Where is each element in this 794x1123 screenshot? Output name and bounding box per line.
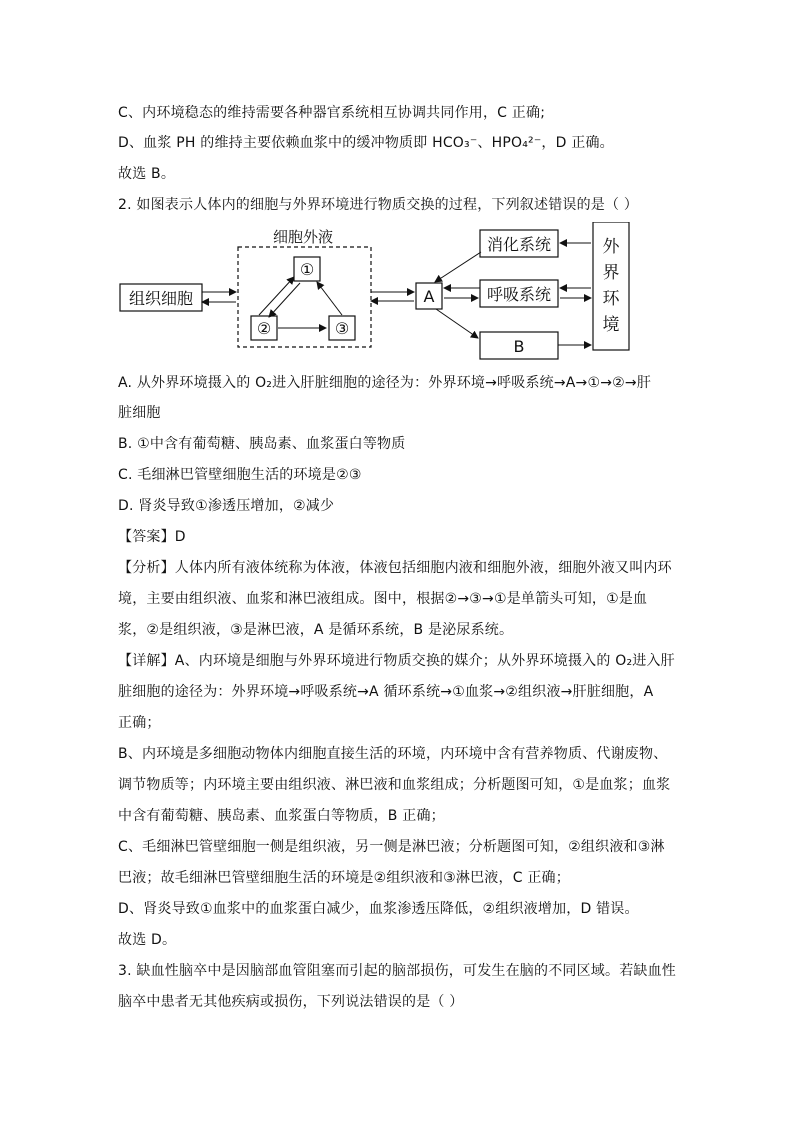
node-2-label: ②	[256, 319, 272, 338]
detail-line: 巴液；故毛细淋巴管壁细胞生活的环境是②组织液和③淋巴液，C 正确；	[118, 870, 570, 886]
text-line: C、内环境稳态的维持需要各种器官系统相互协调共同作用，C 正确;	[118, 105, 546, 121]
external-environment-char: 环	[602, 289, 620, 309]
detail-line: 调节物质等；内环境主要由组织液、淋巴液和血浆组成；分析题图可知，①是血浆；血浆	[118, 777, 671, 793]
detail-line: B、内环境是多细胞动物体内细胞直接生活的环境，内环境中含有营养物质、代谢废物、	[118, 746, 668, 762]
analysis-line: 浆，②是组织液，③是淋巴液，A 是循环系统，B 是泌尿系统。	[118, 622, 514, 638]
detail-line: 中含有葡萄糖、胰岛素、血浆蛋白等物质，B 正确；	[118, 808, 445, 824]
external-environment-char: 外	[602, 237, 620, 257]
external-environment-char: 界	[602, 263, 620, 283]
detail-line: C、毛细淋巴管壁细胞一侧是组织液，另一侧是淋巴液；分析题图可知，②组织液和③淋	[118, 839, 665, 855]
detail-line: 脏细胞的途径为：外界环境→呼吸系统→A 循环系统→①血浆→②组织液→肝脏细胞，A	[118, 684, 654, 700]
extracellular-fluid-label: 细胞外液	[273, 228, 334, 246]
detail-line: 正确；	[118, 715, 161, 731]
question-2-stem: 2. 如图表示人体内的细胞与外界环境进行物质交换的过程，下列叙述错误的是（ ）	[118, 197, 639, 213]
node-a-label: A	[423, 287, 435, 306]
detail-line: 【详解】A、内环境是细胞与外界环境进行物质交换的媒介；从外界环境摄入的 O₂进入肝	[118, 653, 675, 669]
exchange-diagram	[118, 222, 638, 364]
answer: 【答案】D	[118, 529, 186, 545]
text-line: 故选 B。	[118, 166, 176, 182]
text-line: D、血浆 PH 的维持主要依赖血浆中的缓冲物质即 HCO₃⁻、HPO₄²⁻，D 正确。	[118, 135, 614, 151]
external-environment-char: 境	[602, 315, 620, 335]
detail-line: D、肾炎导致①血浆中的血浆蛋白减少，血浆渗透压降低，②组织液增加，D 错误。	[118, 901, 639, 917]
question-3-stem-cont: 脑卒中患者无其他疾病或损伤，下列说法错误的是（ ）	[118, 994, 464, 1010]
option-d: D. 肾炎导致①渗透压增加，②减少	[118, 498, 335, 514]
digestive-system-label: 消化系统	[486, 235, 552, 254]
option-b: B. ①中含有葡萄糖、胰岛素、血浆蛋白等物质	[118, 436, 406, 452]
node-1-label: ①	[299, 260, 315, 279]
node-b-label: B	[513, 337, 525, 356]
respiratory-system-label: 呼吸系统	[486, 285, 552, 304]
analysis-line: 【分析】人体内所有液体统称为体液，体液包括细胞内液和细胞外液，细胞外液又叫内环	[118, 560, 672, 576]
node-3-label: ③	[334, 319, 350, 338]
tissue-cell-label: 组织细胞	[128, 289, 194, 308]
option-a: A. 从外界环境摄入的 O₂进入肝脏细胞的途径为：外界环境→呼吸系统→A→①→②→肝	[118, 375, 652, 391]
option-c: C. 毛细淋巴管壁细胞生活的环境是②③	[118, 467, 362, 483]
detail-line: 故选 D。	[118, 932, 177, 948]
question-3-stem: 3. 缺血性脑卒中是因脑部血管阻塞而引起的脑部损伤，可发生在脑的不同区域。若缺血性	[118, 963, 677, 979]
option-a-cont: 脏细胞	[118, 405, 161, 421]
analysis-line: 境，主要由组织液、血浆和淋巴液组成。图中，根据②→③→①是单箭头可知，①是血	[118, 591, 648, 607]
